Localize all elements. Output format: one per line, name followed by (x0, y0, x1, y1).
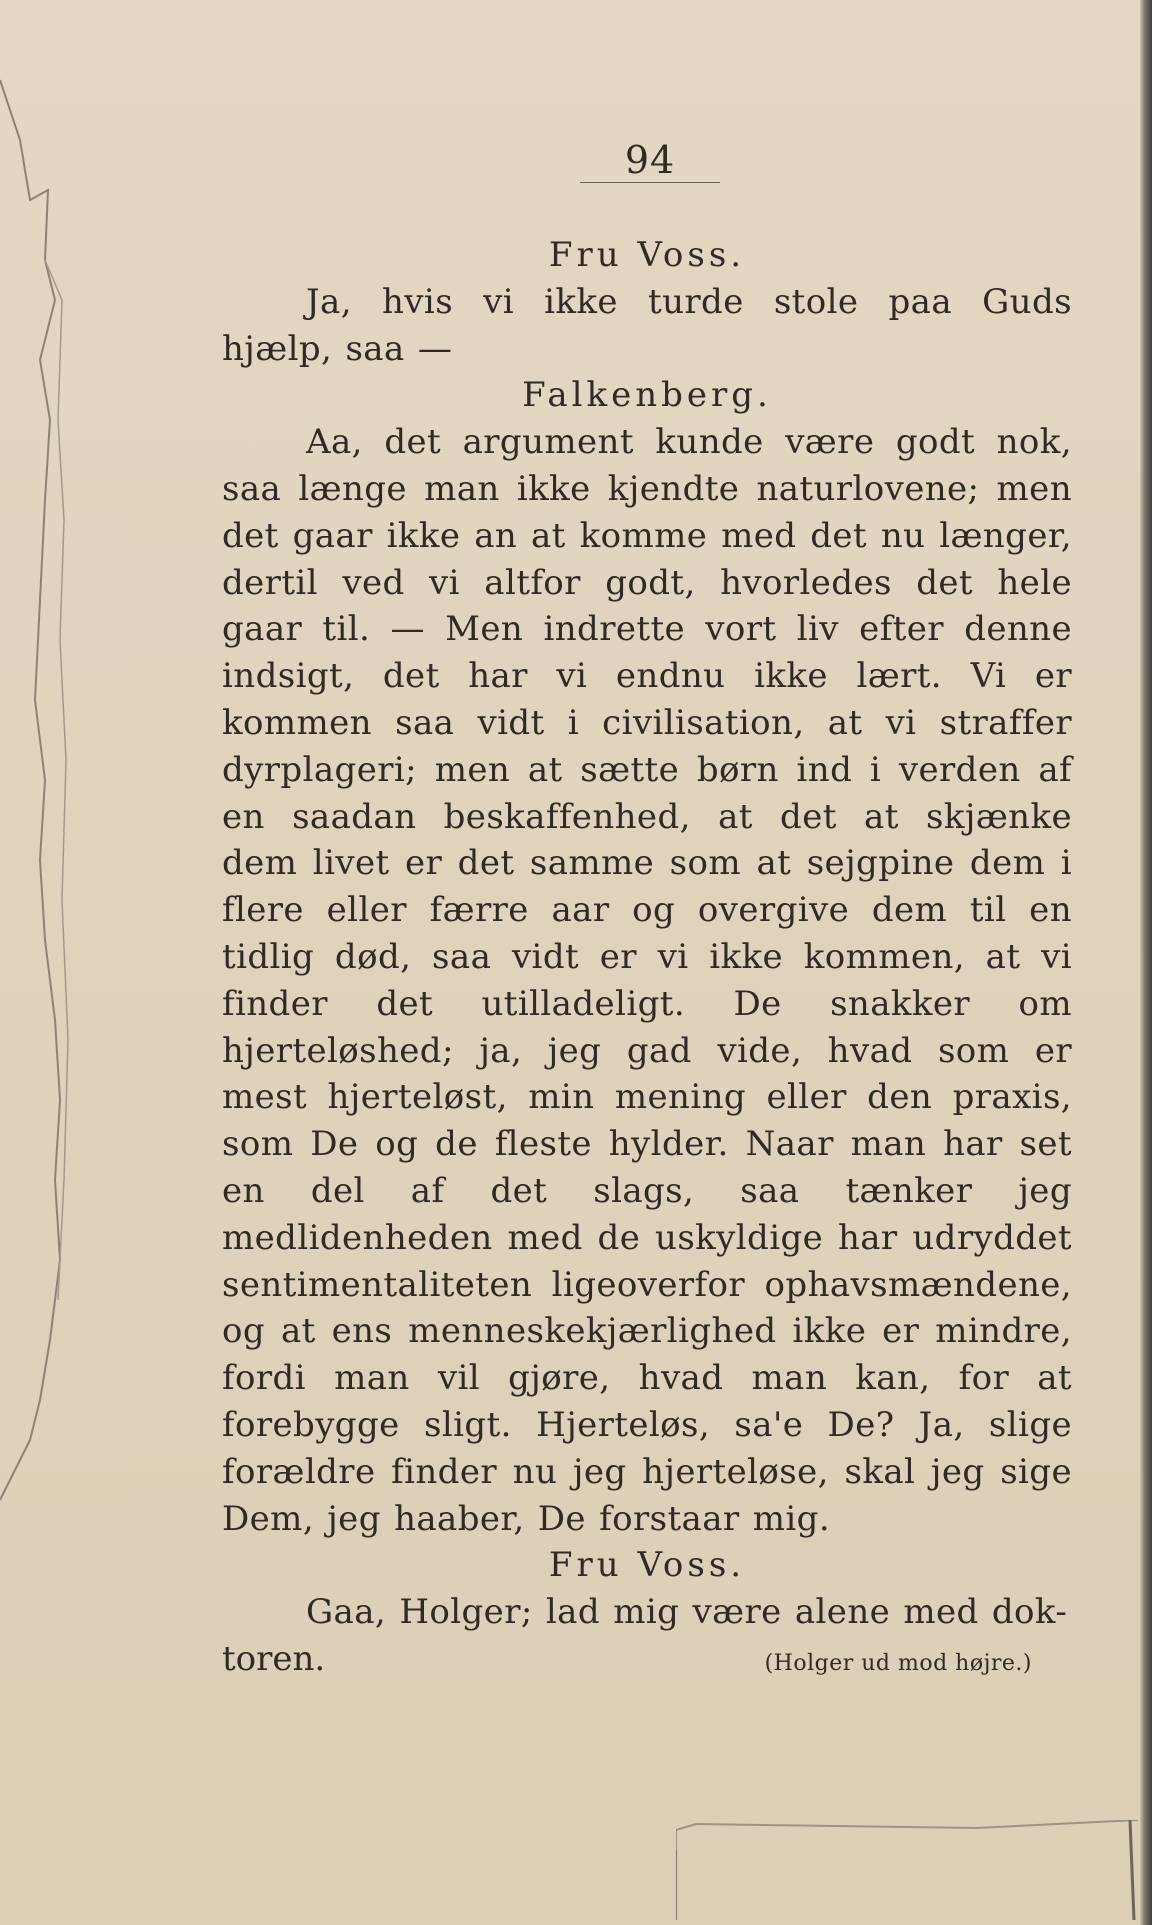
speech-paragraph: Ja, hvis vi ikke turde stole paa Guds hjælp, saa — (222, 281, 1072, 369)
speaker-name: Fru Voss. (548, 235, 746, 275)
stage-direction: (Holger ud mod højre.) (764, 1650, 1032, 1676)
right-page-edge-shadow (1140, 0, 1152, 1925)
left-page-edge-decoration (0, 0, 80, 1925)
speech-paragraph: Gaa, Holger; lad mig være alene med dok- (306, 1592, 1068, 1633)
page-number: 94 (580, 138, 720, 183)
speech-paragraph: Aa, det argument kunde være godt nok, saa længe man ikke kjendte naturlovene; men det gaar ikke an at komme med det nu længer, dertil ved vi altfor godt, hvorledes det hele gaar til. — Men indrette vort liv efter denne indsigt, det har vi endnu ikke lært. Vi er kommen saa vidt i civilisation, at vi straffer dyrplageri; men at sætte børn ind i verden af en saadan beskaffenhed, at det at skjænke dem livet er det samme som at sejgpine dem i flere eller færre aar og overgive dem til en tidlig død, saa vidt er vi ikke kommen, at vi finder det utilladeligt. De snakker om hjerteløshed; ja, jeg gad vide, hvad som er mest hjerteløst, min mening eller den praxis, som De og de fleste hylder. Naar man har set en del af det slags, saa tænker jeg medlidenheden med de uskyldige har udryddet sentimentaliteten ligeoverfor ophavsmændene, og at ens menneskekjærlighed ikke er mindre, fordi man vil gjøre, hvad man kan, for at forebygge sligt. Hjerteløs, sa'e De? Ja, slige forældre finder nu jeg hjerteløse, skal jeg sige Dem, jeg haaber, De forstaar mig. (222, 422, 1072, 1539)
page-corner-fold-decoration (676, 1820, 1138, 1920)
speech-ending-line (222, 1636, 1072, 1688)
speaker-name: Falkenberg. (522, 375, 772, 416)
speaker-name: Fru Voss. (548, 1545, 746, 1586)
play-text (222, 232, 1072, 1688)
speech-ending-word: toren. (222, 1638, 326, 1679)
